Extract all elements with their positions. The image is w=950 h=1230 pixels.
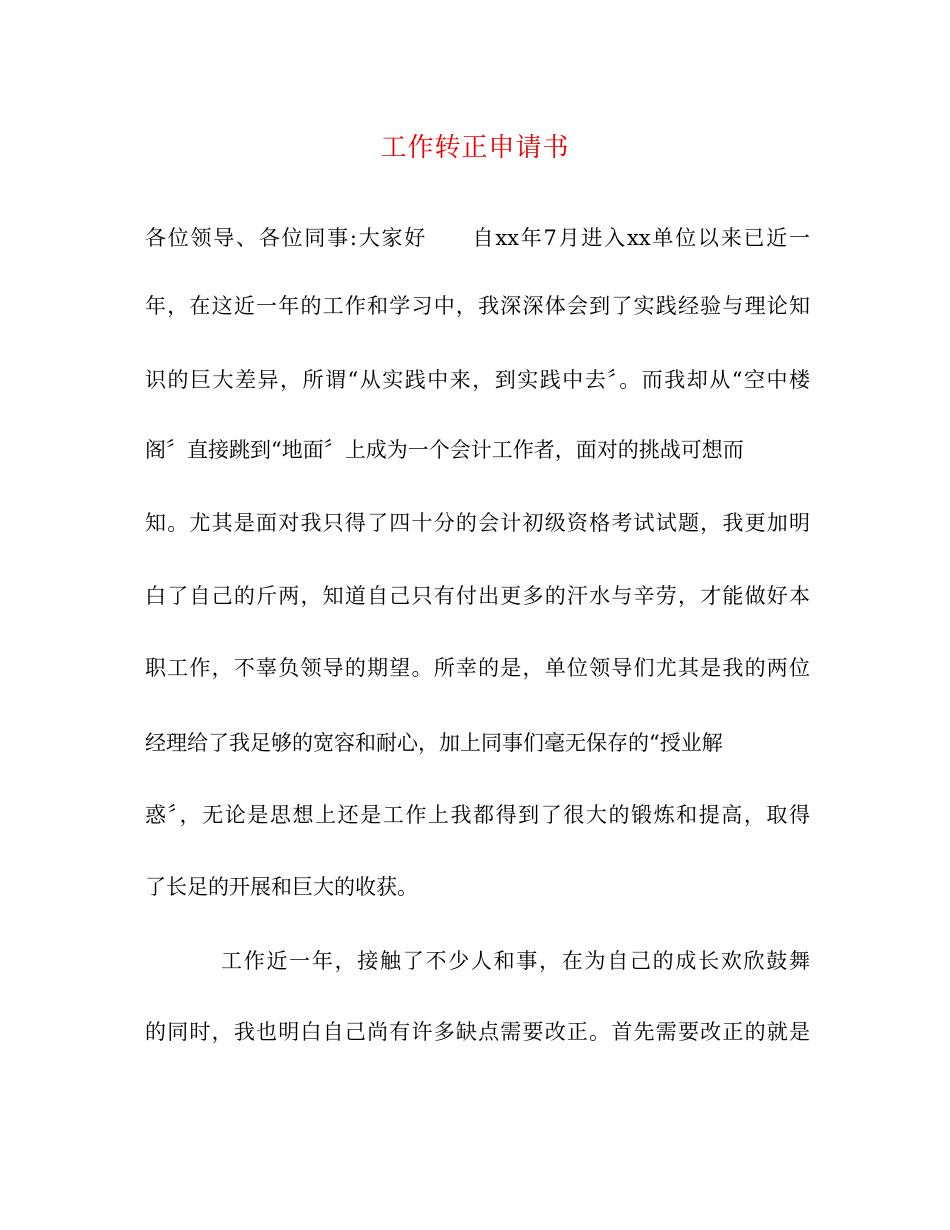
body-line-8: 经理给了我足够的宽容和耐心，加上同事们毫无保存的“授业解 xyxy=(145,731,723,755)
body-line-10: 了长足的开展和巨大的收获。 xyxy=(145,875,418,899)
body-line-7: 职工作，不辜负领导的期望。所幸的是，单位领导们尤其是我的两位 xyxy=(145,656,810,680)
body-line-2: 年，在这近一年的工作和学习中，我深深体会到了实践经验与理论知 xyxy=(145,294,810,318)
body-line-11: 工作近一年，接触了不少人和事，在为自己的成长欢欣鼓舞 xyxy=(221,949,810,973)
body-line-1: 各位领导、各位同事:大家好 自xx年7月进入xx单位以来已近一 xyxy=(145,226,810,250)
body-line-6: 白了自己的斤两，知道自己只有付出更多的汗水与辛劳，才能做好本 xyxy=(145,584,810,608)
body-line-5: 知。尤其是面对我只得了四十分的会计初级资格考试试题，我更加明 xyxy=(145,511,810,535)
body-line-4: 阁〞直接跳到“地面〞上成为一个会计工作者，面对的挑战可想而 xyxy=(145,438,744,462)
document-title: 工作转正申请书 xyxy=(380,133,570,163)
body-line-12: 的同时，我也明白自己尚有许多缺点需要改正。首先需要改正的就是 xyxy=(145,1020,810,1044)
body-line-9: 惑〞，无论是思想上还是工作上我都得到了很大的锻炼和提高，取得 xyxy=(145,803,810,827)
body-line-3: 识的巨大差异，所谓“从实践中来，到实践中去〞。而我却从“空中楼 xyxy=(145,368,810,392)
